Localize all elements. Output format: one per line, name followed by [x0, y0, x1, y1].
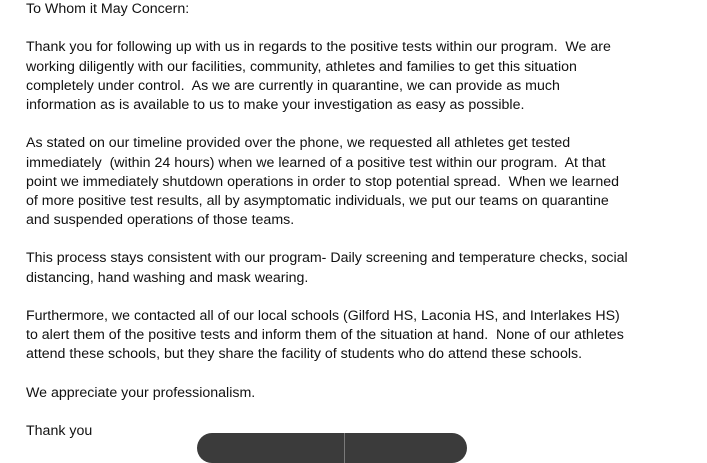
floating-viewer-toolbar[interactable] [197, 433, 467, 463]
paragraph-timeline [26, 134, 702, 230]
paragraph-line: to alert them of the positive tests and inform them of the situation at hand. None of our athletes [26, 327, 624, 344]
paragraph-schools [26, 307, 702, 365]
paragraph-line: This process stays consistent with our program- Daily screening and temperature checks, social [26, 250, 628, 267]
paragraph-process [26, 249, 702, 287]
paragraph-spacer [26, 403, 702, 422]
paragraph-line: point we immediately shutdown operations in order to stop potential spread. When we learned [26, 173, 620, 190]
paragraph-line: information as is available to us to make your investigation as easy as possible. [26, 96, 525, 113]
paragraph-spacer [26, 365, 702, 384]
paragraph-line: Thank you for following up with us in regards to the positive tests within our program. We are [26, 39, 611, 56]
paragraph-line: completely under control. As we are currently in quarantine, we can provide as much [26, 77, 560, 94]
salutation: To Whom it May Concern: [26, 1, 190, 17]
paragraph-line: and suspended operations of those teams. [26, 212, 295, 229]
paragraph-spacer [26, 115, 702, 134]
closing: Thank you [26, 423, 93, 440]
paragraph-line: immediately (within 24 hours) when we learned of a positive test within our program. At that [26, 154, 606, 171]
paragraph-line: Furthermore, we contacted all of our local schools (Gilford HS, Laconia HS, and Interlakes HS) [26, 308, 620, 324]
toolbar-divider [344, 433, 345, 463]
paragraph-spacer [26, 288, 702, 307]
paragraph-line: of more positive test results, all by asymptomatic individuals, we put our teams on quarantine [26, 192, 609, 209]
paragraph-positive-tests [26, 38, 702, 115]
paragraph-spacer [26, 19, 702, 38]
paragraph-line: distancing, hand washing and mask wearing. [26, 269, 309, 286]
paragraph-appreciation: We appreciate your professionalism. [26, 384, 256, 401]
paragraph-spacer [26, 230, 702, 249]
paragraph-line: attend these schools, but they share the facility of students who do attend these schools. [26, 346, 583, 363]
letter-document [26, 0, 702, 441]
paragraph-line: As stated on our timeline provided over the phone, we requested all athletes get tested [26, 135, 571, 152]
paragraph-line: working diligently with our facilities, community, athletes and families to get this situation [26, 58, 577, 75]
